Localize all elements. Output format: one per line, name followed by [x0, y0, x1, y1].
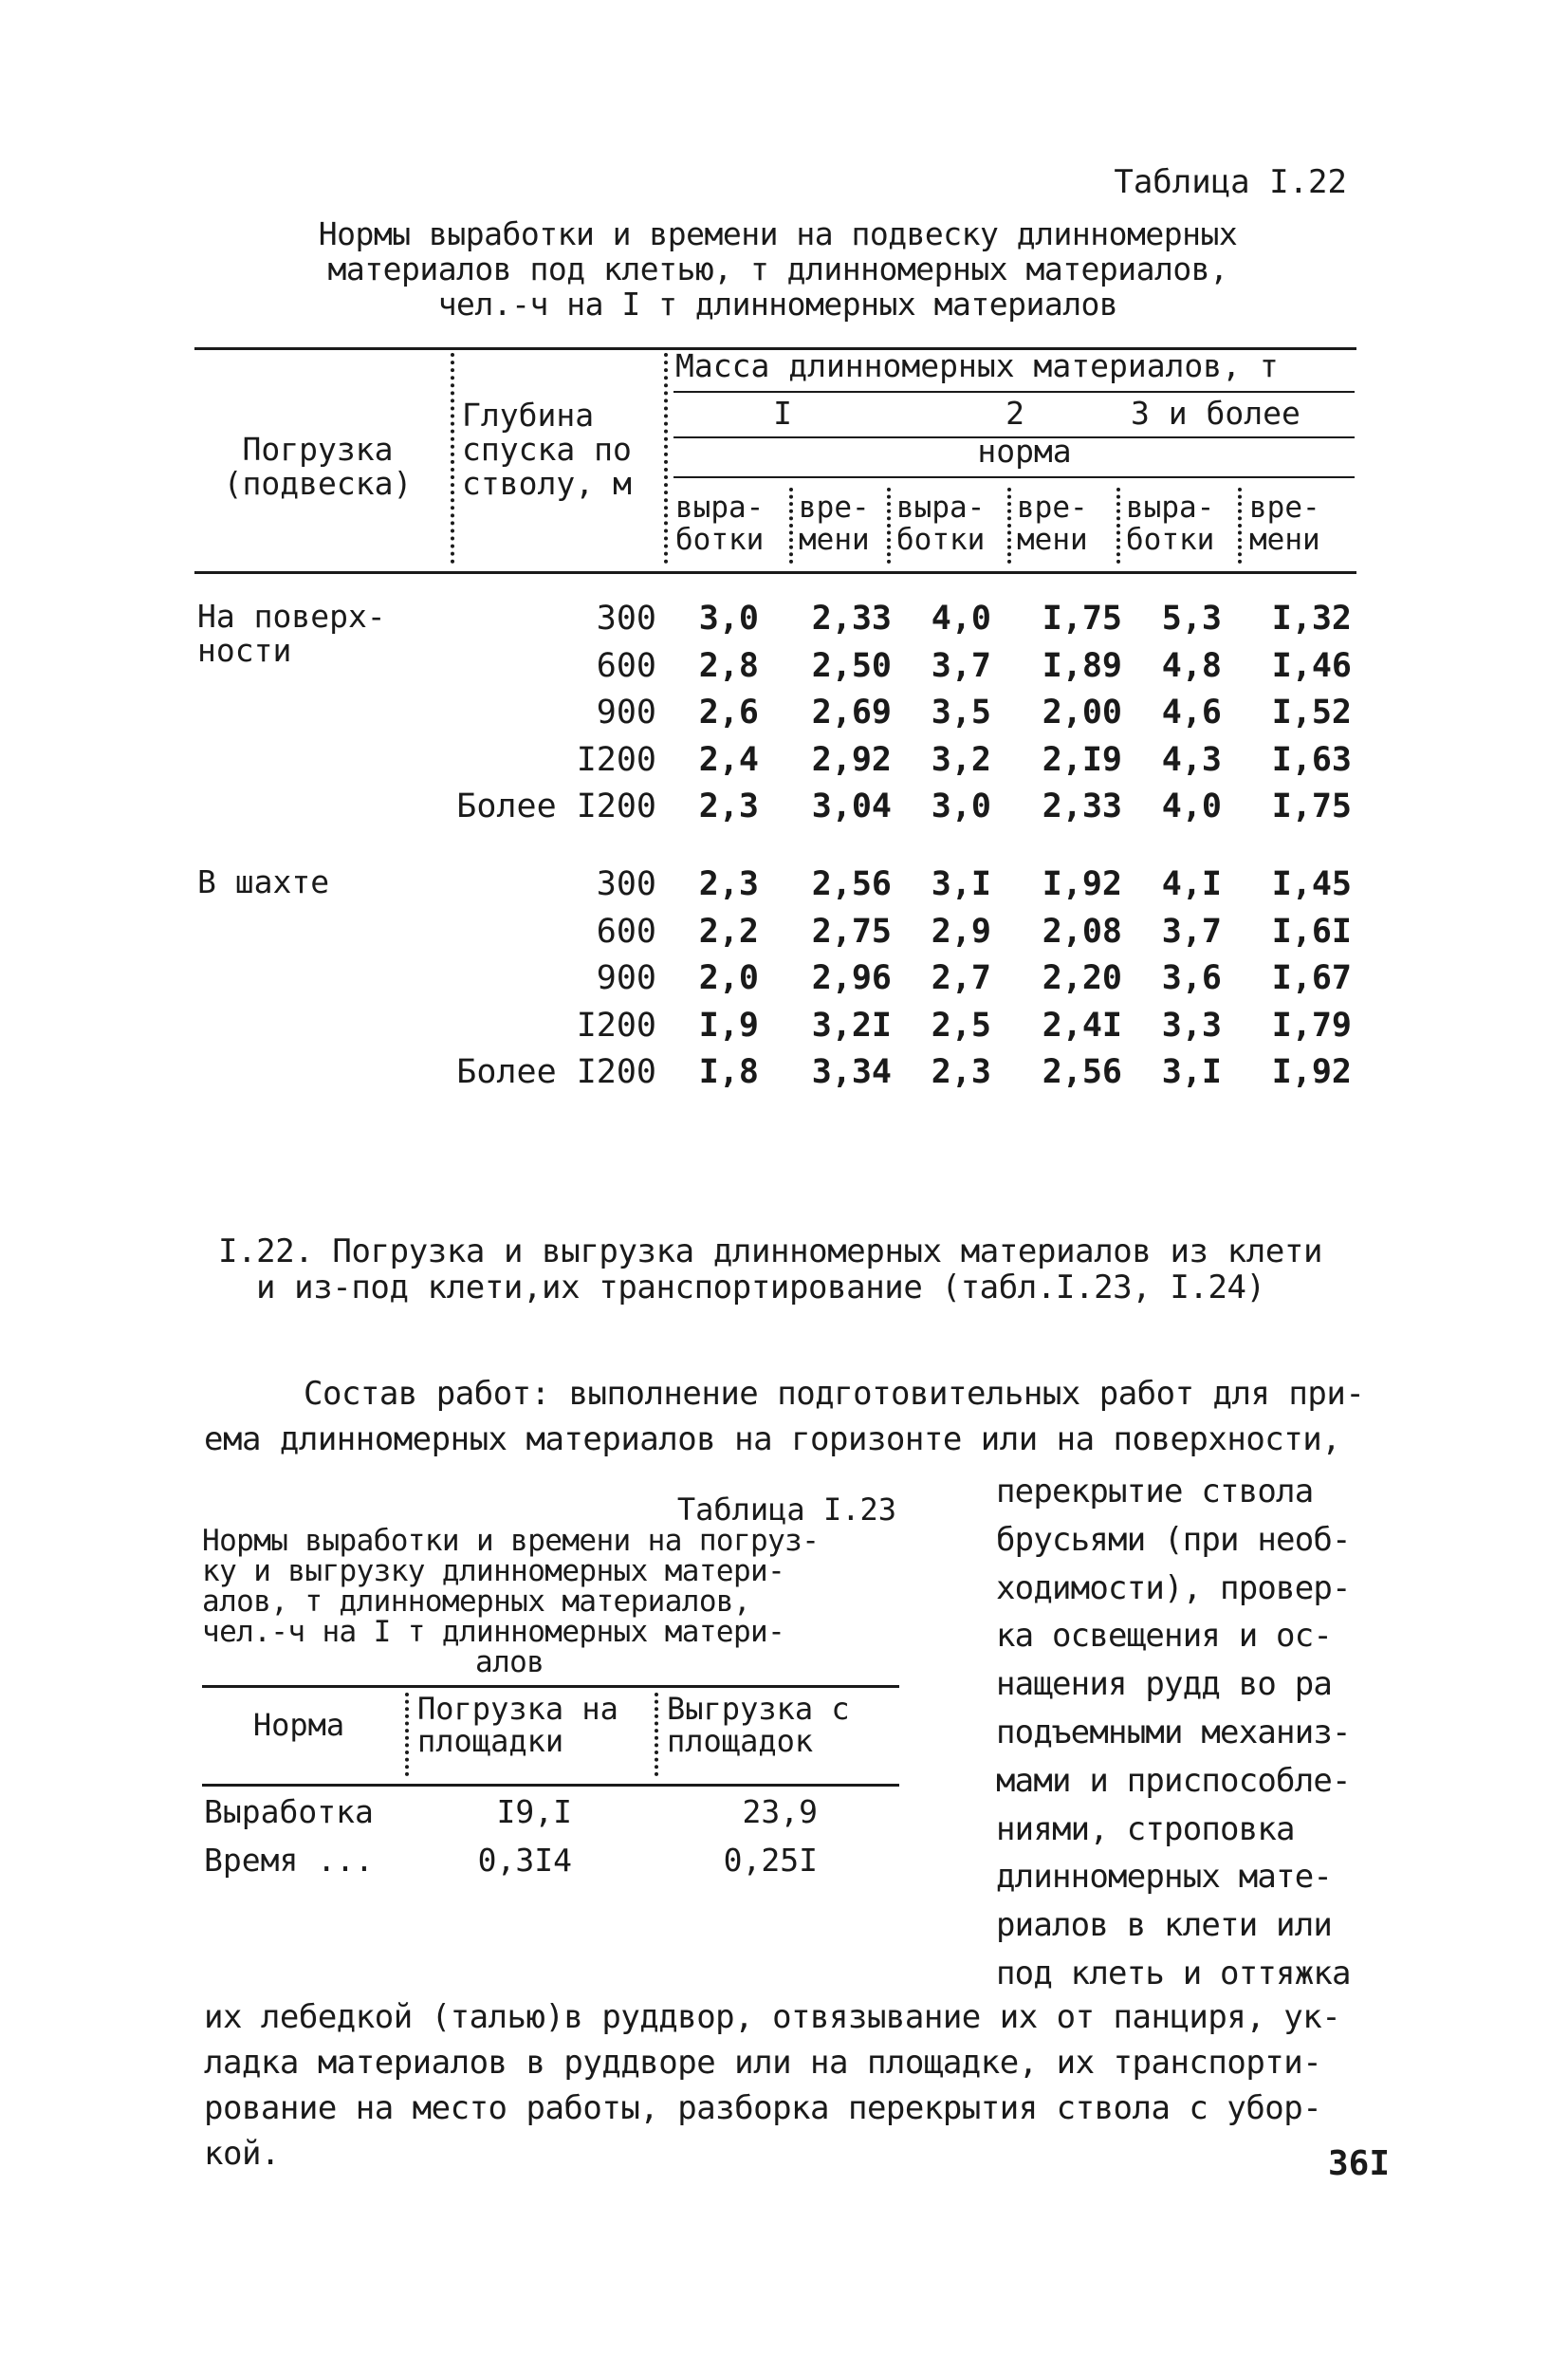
sub-header-line: мени [1017, 523, 1088, 557]
work-text-bottom [204, 1994, 1340, 2177]
side-text-line: ходимости), провер- [996, 1568, 1351, 1607]
bottom-text-line: их лебедкой (талью)в руддвор, отвязывание их от панциря, ук- [204, 1998, 1341, 2036]
value-cell: 0,25I [723, 1842, 818, 1879]
sub-header-line: выра- [896, 491, 986, 525]
sub-header [896, 491, 985, 556]
group-name-line: На поверх- [197, 598, 386, 635]
sub-header [1249, 491, 1320, 556]
header-depth: Глубина спуска по стволу, м [462, 397, 632, 502]
sub-header-line: вре- [799, 491, 870, 525]
value-cell: I,46 [1271, 646, 1352, 685]
value-cell: 3,2I [811, 1006, 892, 1045]
depth-cell: 900 [596, 959, 656, 997]
sub-header-line: вре- [1249, 491, 1320, 525]
value-cell: 3,3 [1161, 1006, 1222, 1045]
depth-cell: Более I200 [456, 1053, 656, 1091]
value-cell: 2,2 [698, 912, 759, 951]
value-cell: 4,6 [1161, 694, 1222, 732]
depth-cell: 600 [596, 912, 656, 951]
table-122-caption: Нормы выработки и времени на подвеску длинномерных материалов под клетью, т длинномерных материалов, чел.-ч на I т длинномерных материалов [318, 215, 1238, 323]
table-123-top-rule [202, 1685, 899, 1688]
value-cell: 3,5 [931, 694, 991, 732]
side-text-line: мами и приспособле- [996, 1761, 1351, 1800]
value-cell: 2,33 [1042, 787, 1122, 825]
side-text-line: перекрытие ствола [996, 1473, 1314, 1510]
value-cell: 2,69 [811, 694, 892, 732]
row-label: Выработка [204, 1793, 374, 1830]
header-norma: норма [977, 433, 1072, 470]
value-cell: 2,4I [1042, 1006, 1122, 1045]
header-loading: Погрузка (подвеска) [223, 431, 413, 502]
value-cell: 3,0 [931, 787, 991, 825]
value-cell: 4,8 [1161, 646, 1222, 685]
header-mass-1: I [773, 395, 792, 432]
row-label: Время ... [204, 1842, 374, 1879]
table-123-head-rule [202, 1784, 899, 1787]
page-number: 36I [1328, 2144, 1391, 2183]
group-name [197, 865, 329, 899]
header-divider [655, 1693, 668, 1776]
mass-rule [673, 391, 1355, 393]
value-cell: I,67 [1271, 959, 1352, 997]
depth-cell: 300 [596, 865, 656, 903]
value-cell: I,63 [1271, 740, 1352, 779]
sub-header-line: мени [1249, 523, 1320, 557]
value-cell: 2,08 [1042, 912, 1122, 951]
value-cell: 3,6 [1161, 959, 1222, 997]
value-cell: 3,0 [698, 600, 759, 638]
depth-cell: Более I200 [456, 787, 656, 825]
value-cell: 4,I [1161, 865, 1222, 903]
sub-header-line: ботки [896, 523, 986, 557]
depth-cell: 600 [596, 646, 656, 685]
value-cell: 2,9 [931, 912, 991, 951]
table-head-bottom-rule [194, 571, 1356, 574]
value-cell: 5,3 [1161, 600, 1222, 638]
value-cell: 3,7 [931, 646, 991, 685]
value-cell: 3,I [931, 865, 991, 903]
table-122-label: Таблица I.22 [1114, 163, 1347, 201]
sub-header [799, 491, 870, 556]
value-cell: 2,3 [931, 1053, 991, 1091]
value-cell: I,45 [1271, 865, 1352, 903]
work-text-side [996, 1468, 1351, 1998]
value-cell: 3,34 [811, 1053, 892, 1091]
value-cell: I,79 [1271, 1006, 1352, 1045]
value-cell: I,92 [1042, 865, 1122, 903]
side-text-line: подъемными механиз- [996, 1713, 1351, 1751]
header-mass-2: 2 [1005, 395, 1024, 432]
norma-rule [673, 476, 1355, 478]
depth-cell: I200 [576, 1006, 656, 1045]
depth-cell: 300 [596, 600, 656, 638]
value-cell: 3,7 [1161, 912, 1222, 951]
value-cell: I,75 [1271, 787, 1352, 825]
t123-header-unloading: Выгрузка с площадок [667, 1691, 850, 1759]
work-text-top: Состав работ: выполнение подготовительных работ для при- ема длинномерных материалов на горизонте или на поверхности, [204, 1375, 1365, 1458]
value-cell: 2,50 [811, 646, 892, 685]
value-cell: 2,7 [931, 959, 991, 997]
value-cell: 2,4 [698, 740, 759, 779]
side-text-line: нащения рудд во ра [996, 1665, 1333, 1704]
group-name [197, 600, 386, 668]
bottom-text-line: кой. [204, 2135, 280, 2173]
header-mass: Масса длинномерных материалов, т [675, 347, 1279, 384]
value-cell: I,9 [698, 1006, 759, 1045]
value-cell: 4,3 [1161, 740, 1222, 779]
bottom-text-line: ладка материалов в руддворе или на площадке, их транспорти- [204, 2044, 1322, 2082]
value-cell: 3,04 [811, 787, 892, 825]
header-divider [405, 1693, 418, 1776]
value-cell: I9,I [496, 1793, 572, 1830]
value-cell: 0,3I4 [477, 1842, 572, 1879]
value-cell: I,52 [1271, 694, 1352, 732]
side-text-line: риалов в клети или [996, 1906, 1333, 1945]
sub-header [675, 491, 764, 556]
value-cell: 2,5 [931, 1006, 991, 1045]
group-name-line: В шахте [197, 863, 330, 900]
value-cell: I,75 [1042, 600, 1122, 638]
sub-header-line: выра- [1126, 491, 1215, 525]
sub-header-line: мени [799, 523, 870, 557]
sub-header-line: ботки [675, 523, 765, 557]
value-cell: I,6I [1271, 912, 1352, 951]
value-cell: 2,56 [811, 865, 892, 903]
t123-header-loading: Погрузка на площадки [417, 1691, 618, 1759]
value-cell: 2,3 [698, 865, 759, 903]
side-text-line: ниями, строповка [996, 1809, 1295, 1848]
depth-cell: 900 [596, 694, 656, 732]
value-cell: 2,96 [811, 959, 892, 997]
bottom-text-line: рование на место работы, разборка перекрытия ствола с убор- [204, 2089, 1322, 2127]
value-cell: 4,0 [931, 600, 991, 638]
sub-header [1126, 491, 1214, 556]
table-123-label: Таблица I.23 [676, 1491, 896, 1528]
side-text-line: брусьями (при необ- [996, 1520, 1351, 1559]
sub-header [1017, 491, 1088, 556]
value-cell: I,89 [1042, 646, 1122, 685]
value-cell: 2,0 [698, 959, 759, 997]
value-cell: 2,20 [1042, 959, 1122, 997]
value-cell: 2,33 [811, 600, 892, 638]
value-cell: 2,92 [811, 740, 892, 779]
value-cell: 3,I [1161, 1053, 1222, 1091]
value-cell: 3,2 [931, 740, 991, 779]
side-text-line: длинномерных мате- [996, 1858, 1333, 1897]
sub-header-line: ботки [1126, 523, 1215, 557]
sub-header-line: выра- [675, 491, 765, 525]
value-cell: I,32 [1271, 600, 1352, 638]
value-cell: 2,56 [1042, 1053, 1122, 1091]
value-cell: I,8 [698, 1053, 759, 1091]
depth-cell: I200 [576, 740, 656, 779]
value-cell: 2,3 [698, 787, 759, 825]
t123-header-norma: Норма [252, 1707, 345, 1743]
value-cell: 23,9 [742, 1793, 818, 1830]
sub-header-line: вре- [1017, 491, 1088, 525]
value-cell: 2,00 [1042, 694, 1122, 732]
value-cell: 2,75 [811, 912, 892, 951]
value-cell: 2,I9 [1042, 740, 1122, 779]
table-123-caption: Нормы выработки и времени на погруз- ку и выгрузку длинномерных матери- алов, т длинномерных материалов, чел.-ч на I т длинномерных матери- алов [202, 1524, 820, 1679]
value-cell: 2,6 [698, 694, 759, 732]
group-name-line: ности [197, 632, 292, 669]
section-heading: I.22. Погрузка и выгрузка длинномерных материалов из клети и из-под клети,их транспортирование (табл.I.23, I.24) [218, 1232, 1323, 1306]
value-cell: 2,8 [698, 646, 759, 685]
side-text-line: ка освещения и ос- [996, 1617, 1333, 1656]
header-mass-3: 3 и более [1131, 395, 1301, 432]
value-cell: I,92 [1271, 1053, 1352, 1091]
value-cell: 4,0 [1161, 787, 1222, 825]
side-text-line: под клеть и оттяжка [996, 1954, 1351, 1992]
